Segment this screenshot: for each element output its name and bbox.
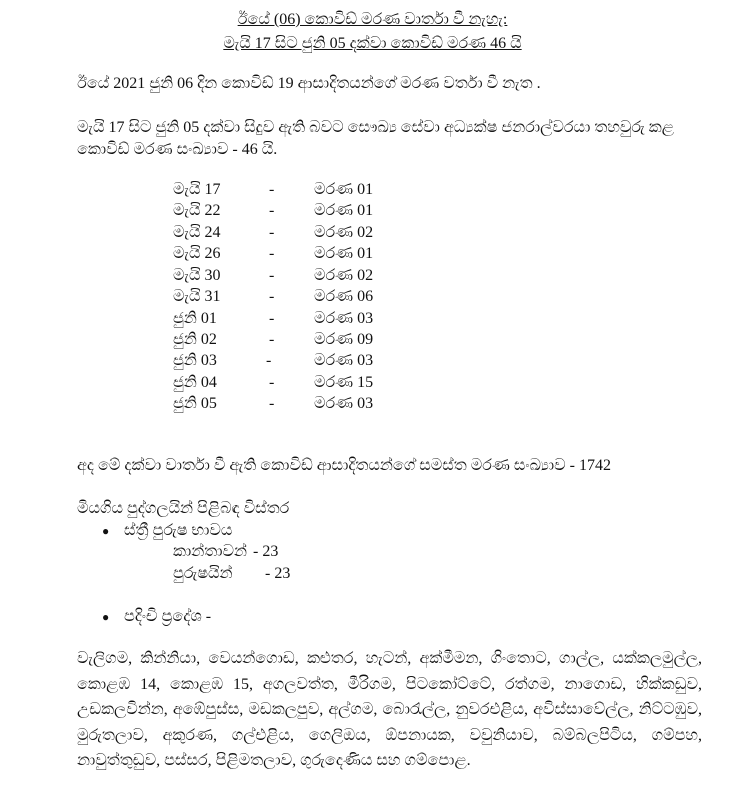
row-date: ජුනි 02	[173, 331, 217, 348]
row-count: මරණ 02	[314, 267, 374, 284]
row-count: මරණ 01	[314, 202, 374, 219]
row-count: මරණ 03	[314, 310, 374, 327]
table-row	[0, 179, 745, 200]
gender-bullet	[0, 520, 745, 542]
row-dash: -	[269, 331, 275, 348]
row-date: මැයි 31	[173, 288, 221, 305]
row-dash: -	[269, 267, 275, 284]
row-date: ජුනි 04	[173, 374, 217, 391]
men-value: - 23	[265, 565, 291, 582]
row-dash: -	[269, 310, 275, 327]
row-dash: -	[266, 352, 272, 369]
row-date: මැයි 22	[173, 202, 221, 219]
men-label: පුරුෂයින්	[173, 565, 233, 582]
gender-heading: ස්ත්‍රී පුරුෂ භාවය	[124, 522, 233, 539]
row-dash: -	[269, 288, 275, 305]
region-heading: පදිංචි ප්‍රදේශ -	[124, 608, 212, 625]
row-count: මරණ 15	[314, 374, 374, 391]
table-row	[0, 243, 745, 264]
women-value: - 23	[253, 543, 279, 560]
title-line-2: මැයි 17 සිට ජුනි 05 දක්වා කොවිඩ් මරණ 46 යි	[223, 35, 522, 52]
row-date: මැයි 26	[173, 245, 221, 262]
table-row	[0, 265, 745, 286]
row-count: මරණ 06	[314, 288, 374, 305]
row-count: මරණ 02	[314, 224, 374, 241]
row-count: මරණ 03	[314, 352, 374, 369]
row-date: මැයි 24	[173, 224, 221, 241]
women-count-line	[0, 541, 745, 563]
row-date: ජුනි 05	[173, 395, 217, 412]
row-dash: -	[269, 374, 275, 391]
bullet-icon: ●	[102, 524, 110, 538]
intro-paragraph-1: ඊයේ 2021 ජුනි 06 දින කොවිඩ් 19 ආසාදිතයන්ගේ මරණ වර්තා වී නැත .	[77, 75, 541, 92]
details-heading: මියගිය පුද්ගලයින් පිළිබඳ විස්තර	[77, 500, 290, 517]
table-row	[0, 372, 745, 393]
row-count: මරණ 01	[314, 181, 374, 198]
intro-paragraph-2: මැයි 17 සිට ජුනි 05 දක්වා සිදුව ඇති බවට සෞඛ්‍ය සේවා අධ්‍යක්ෂ ජනරාල්වරයා තහවුරු කළ කොවිඩ් මරණ සංඛ්‍යාව - 46 යි.	[77, 119, 674, 158]
table-row	[0, 200, 745, 221]
row-date: ජුනි 03	[173, 352, 217, 369]
row-count: මරණ 09	[314, 331, 374, 348]
table-row	[0, 222, 745, 243]
row-dash: -	[269, 202, 275, 219]
women-label: කාන්තාවන්	[173, 543, 248, 560]
region-bullet	[0, 606, 745, 628]
row-dash: -	[269, 245, 275, 262]
table-row	[0, 350, 745, 371]
table-row	[0, 393, 745, 414]
row-dash: -	[269, 395, 275, 412]
table-row	[0, 308, 745, 329]
row-date: මැයි 17	[173, 181, 221, 198]
row-date: ජුනි 01	[173, 310, 217, 327]
table-row	[0, 329, 745, 350]
title-line-1: ඊයේ (06) කොවිඩ් මරණ වාර්තා වී නැහැ:	[237, 11, 508, 28]
table-row	[0, 286, 745, 307]
row-dash: -	[269, 181, 275, 198]
total-deaths-line: අද මේ දක්වා වාර්තා වී ඇති කොවිඩ් ආසාදිතයන්ගේ සමස්ත මරණ සංඛ්‍යාව - 1742	[77, 457, 611, 474]
locations-list: වැලිගම, කින්නියා, වෙයන්ගොඩ, කළුතර, හැටන්, අක්මීමන, ගිංතොට, ගාල්ල, යක්කලමුල්ල, කොළඹ 14, කොළඹ 15, අගලවත්ත, මීරිගම, පිටකෝට්ටේ, රත්ගම, නාගොඩ, හික්කඩුව, උඩකලවින්න, අඹේපුස්ස, මඩකලපුව, අල්ගම, බොරැල්ල, නුවරඑළිය, අවිස්සාවේල්ල, නිට්ටඹුව, මුරුතලාව, අකුරණ, ගල්එළිය, ගෙලිඔය, ඕපනායක, වවුනියාව, බම්බලපිටිය, ගම්පහ, නාවුත්තුඩුව, පස්සර, පිළිමතලාව, ගුරුදෙණිය සහ ගම්පොළ.	[77, 650, 702, 769]
row-count: මරණ 03	[314, 395, 374, 412]
row-date: මැයි 30	[173, 267, 221, 284]
row-dash: -	[269, 224, 275, 241]
men-count-line	[0, 563, 745, 585]
row-count: මරණ 01	[314, 245, 374, 262]
bullet-icon: ●	[102, 610, 110, 624]
